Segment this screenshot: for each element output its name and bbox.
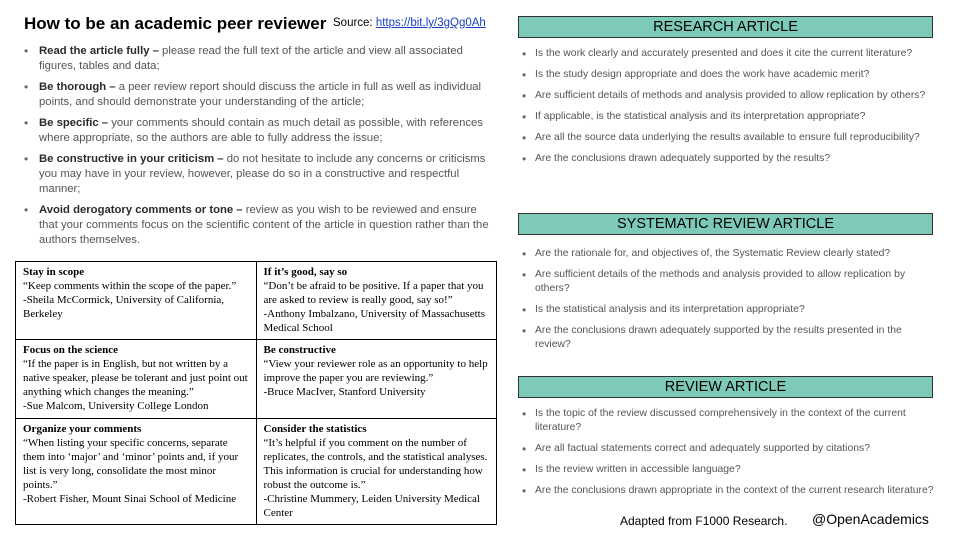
tip-text: do not hesitate to include any concerns or criticisms you may have in your review, however, please do so in a constructive and respectful manner; (39, 153, 486, 195)
review-article-header: REVIEW ARTICLE (518, 376, 933, 398)
list-item: • Are the conclusions drawn adequately supported by the results? (522, 152, 937, 166)
list-item: • If applicable, is the statistical analysis and its interpretation appropriate? (522, 110, 937, 124)
tip-text: please read the full text of the article and view all associated figures, tables and data; (39, 45, 463, 72)
list-item: • Are sufficient details of methods and analysis provided to allow replication by others? (522, 89, 937, 103)
tip-item (24, 203, 494, 248)
quote-author: -Sue Malcom, University College London (23, 400, 209, 412)
quote-author: -Christine Mummery, Leiden University Medical Center (263, 493, 480, 519)
source-link[interactable]: https://bit.ly/3gQg0Ah (375, 17, 486, 29)
quote-cell (256, 419, 497, 525)
quote-text: “Don’t be afraid to be positive. If a paper that you are asked to review is really good, say so!” (263, 280, 484, 306)
quotes-table (15, 261, 497, 525)
tip-text: review as you wish to be reviewed and ensure that your comments focus on the scientific content of the article in question rather than the authors themselves. (39, 204, 489, 246)
table-row (16, 262, 497, 340)
quote-text: “When listing your specific concerns, separate them into ‘major’ and ‘minor’ points and, if your list is very long, consolidate the most minor points.” (23, 437, 239, 491)
research-article-header: RESEARCH ARTICLE (518, 16, 933, 38)
tip-title: Be constructive in your criticism – (39, 153, 224, 165)
quote-heading: Organize your comments (23, 423, 142, 435)
source-citation (333, 17, 486, 29)
list-item: • Is the review written in accessible language? (522, 463, 937, 477)
list-item: • Are all factual statements correct and adequately supported by citations? (522, 442, 937, 456)
tip-title: Be thorough – (39, 81, 116, 93)
quote-heading: Stay in scope (23, 266, 85, 278)
table-row (16, 340, 497, 419)
quote-cell (256, 340, 497, 419)
quote-text: “If the paper is in English, but not written by a native speaker, please be tolerant and just point out anything which changes the meaning.” (23, 358, 248, 398)
list-item: • Are all the source data underlying the results available to ensure full reproducibility? (522, 131, 937, 145)
systematic-review-questions (522, 247, 937, 359)
tip-item (24, 116, 494, 146)
quote-heading: Consider the statistics (263, 423, 367, 435)
quote-heading: Focus on the science (23, 344, 119, 356)
list-item: • Are sufficient details of the methods and analysis provided to allow replication by others? (522, 268, 937, 296)
quote-heading: If it’s good, say so (263, 266, 348, 278)
page-title: How to be an academic peer reviewer (24, 14, 327, 33)
quote-author: -Sheila McCormick, University of California, Berkeley (23, 294, 225, 320)
tip-title: Read the article fully – (39, 45, 159, 57)
quote-cell (256, 262, 497, 340)
quote-text: “View your reviewer role as an opportunity to help improve the paper you are reviewing.” (263, 358, 488, 384)
research-article-questions (522, 47, 937, 173)
list-item: • Are the conclusions drawn adequately supported by the results presented in the review? (522, 324, 937, 352)
quote-author: -Bruce MacIver, Stanford University (263, 386, 426, 398)
source-label: Source: (333, 17, 373, 29)
tip-item (24, 152, 494, 197)
list-item: • Is the statistical analysis and its interpretation appropriate? (522, 303, 937, 317)
list-item: • Is the study design appropriate and does the work have academic merit? (522, 68, 937, 82)
quote-author: -Anthony Imbalzano, University of Massachusetts Medical School (263, 308, 485, 334)
tip-text: a peer review report should discuss the article in full as well as individual points, and should demonstrate your understanding of the article; (39, 81, 482, 108)
quote-cell (16, 340, 257, 419)
quote-author: -Robert Fisher, Mount Sinai School of Medicine (23, 493, 237, 505)
tip-text: your comments should contain as much detail as possible, with references where appropriate, so the authors are able to fully address the issue; (39, 117, 483, 144)
tips-list (24, 44, 494, 254)
systematic-review-header: SYSTEMATIC REVIEW ARTICLE (518, 213, 933, 235)
quote-heading: Be constructive (263, 344, 336, 356)
tip-item (24, 44, 494, 74)
quote-text: “Keep comments within the scope of the paper.” (23, 280, 237, 292)
list-item: • Are the rationale for, and objectives of, the Systematic Review clearly stated? (522, 247, 937, 261)
table-row (16, 419, 497, 525)
tip-title: Avoid derogatory comments or tone – (39, 204, 243, 216)
social-handle: @OpenAcademics (812, 511, 929, 527)
list-item: • Is the work clearly and accurately presented and does it cite the current literature? (522, 47, 937, 61)
tip-title: Be specific – (39, 117, 109, 129)
attribution-note: Adapted from F1000 Research. (620, 514, 788, 528)
quote-cell (16, 262, 257, 340)
quote-text: “It’s helpful if you comment on the number of replicates, the controls, and the statistical analyses. This information is crucial for understanding how robust the outcome is.” (263, 437, 488, 491)
list-item: • Is the topic of the review discussed comprehensively in the context of the current literature? (522, 407, 937, 435)
review-article-questions (522, 407, 937, 505)
quote-cell (16, 419, 257, 525)
tip-item (24, 80, 494, 110)
list-item: • Are the conclusions drawn appropriate in the context of the current research literature? (522, 484, 937, 498)
